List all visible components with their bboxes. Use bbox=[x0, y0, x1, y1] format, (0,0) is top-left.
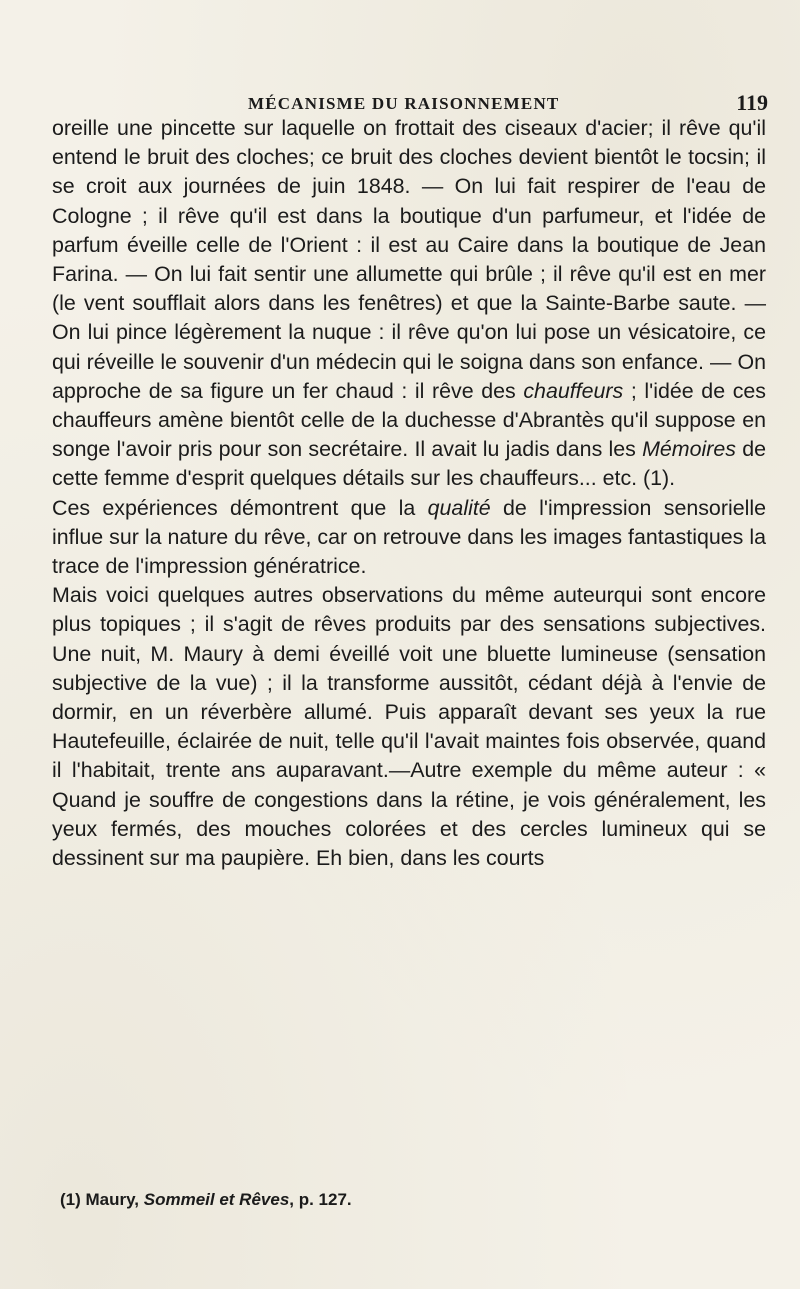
text-run: de cette femme d'esprit quelques détails sur les chauffeurs... etc. (1). bbox=[52, 437, 766, 491]
text-run: , p. 127. bbox=[289, 1190, 352, 1209]
text-run: ; l'idée de ces chauffeurs amène bientôt celle de la duchesse d'Abrantès qu'il suppose en songe l'avoir pris pour son secrétaire. Il avait lu jadis dans les bbox=[52, 378, 766, 462]
italic-text: Mémoires bbox=[642, 437, 736, 462]
italic-text: qualité bbox=[427, 495, 491, 520]
paragraph bbox=[52, 494, 766, 582]
italic-text: chauffeurs bbox=[523, 378, 624, 403]
running-title: MÉCANISME DU RAISONNEMENT bbox=[248, 94, 560, 113]
text-run: de l'impression sensorielle influe sur la nature du rêve, car on retrouve dans les images fantastiques la trace de l'impression génératrice. bbox=[52, 495, 766, 579]
paragraph bbox=[52, 581, 766, 873]
text-run: Ces expériences démontrent que la bbox=[52, 495, 428, 520]
footnote bbox=[60, 1189, 760, 1211]
text-run: oreille une pincette sur laquelle on frottait des ciseaux d'acier; il rêve qu'il entend le bruit des cloches; ce bruit des cloches devient bientôt le tocsin; il se croit aux journées de juin 1848. — On lui fait respirer de l'eau de Cologne ; il rêve qu'il est dans la boutique d'un parfumeur, et l'idée de parfum éveille celle de l'Orient : il est au Caire dans la boutique de Jean Farina. — On lui fait sentir une allumette qui brûle ; il rêve qu'il est en mer (le vent soufflait alors dans les fenêtres) et que la Sainte-Barbe saute. — On lui pince légèrement la nuque : il rêve qu'on lui pose un vésicatoire, ce qui réveille le souvenir d'un médecin qui le soigna dans son enfance. — On approche de sa figure un fer chaud : il rêve des bbox=[52, 116, 766, 403]
body-text bbox=[52, 114, 766, 873]
paragraph bbox=[52, 114, 766, 494]
italic-text: Sommeil et Rêves bbox=[143, 1190, 290, 1209]
text-run: Mais voici quelques autres observations du même auteurqui sont encore plus topiques ; il s'agit de rêves produits par des sensations subjectives. Une nuit, M. Maury à demi éveillé voit une bluette lumineuse (sensation subjective de la vue) ; il la transforme aussitôt, cédant déjà à l'envie de dormir, en un réverbère allumé. Puis apparaît devant ses yeux la rue Hautefeuille, éclairée de nuit, telle qu'il l'avait maintes fois observée, quand il l'habitait, trente ans auparavant.—Autre exemple du même auteur : « Quand je souffre de congestions dans la rétine, je vois généralement, les yeux fermés, des mouches colorées et des cercles lumineux qui se dessinent sur ma paupière. Eh bien, dans les courts bbox=[52, 583, 766, 871]
text-run: (1) Maury, bbox=[60, 1190, 144, 1209]
page-number: 119 bbox=[736, 90, 768, 115]
